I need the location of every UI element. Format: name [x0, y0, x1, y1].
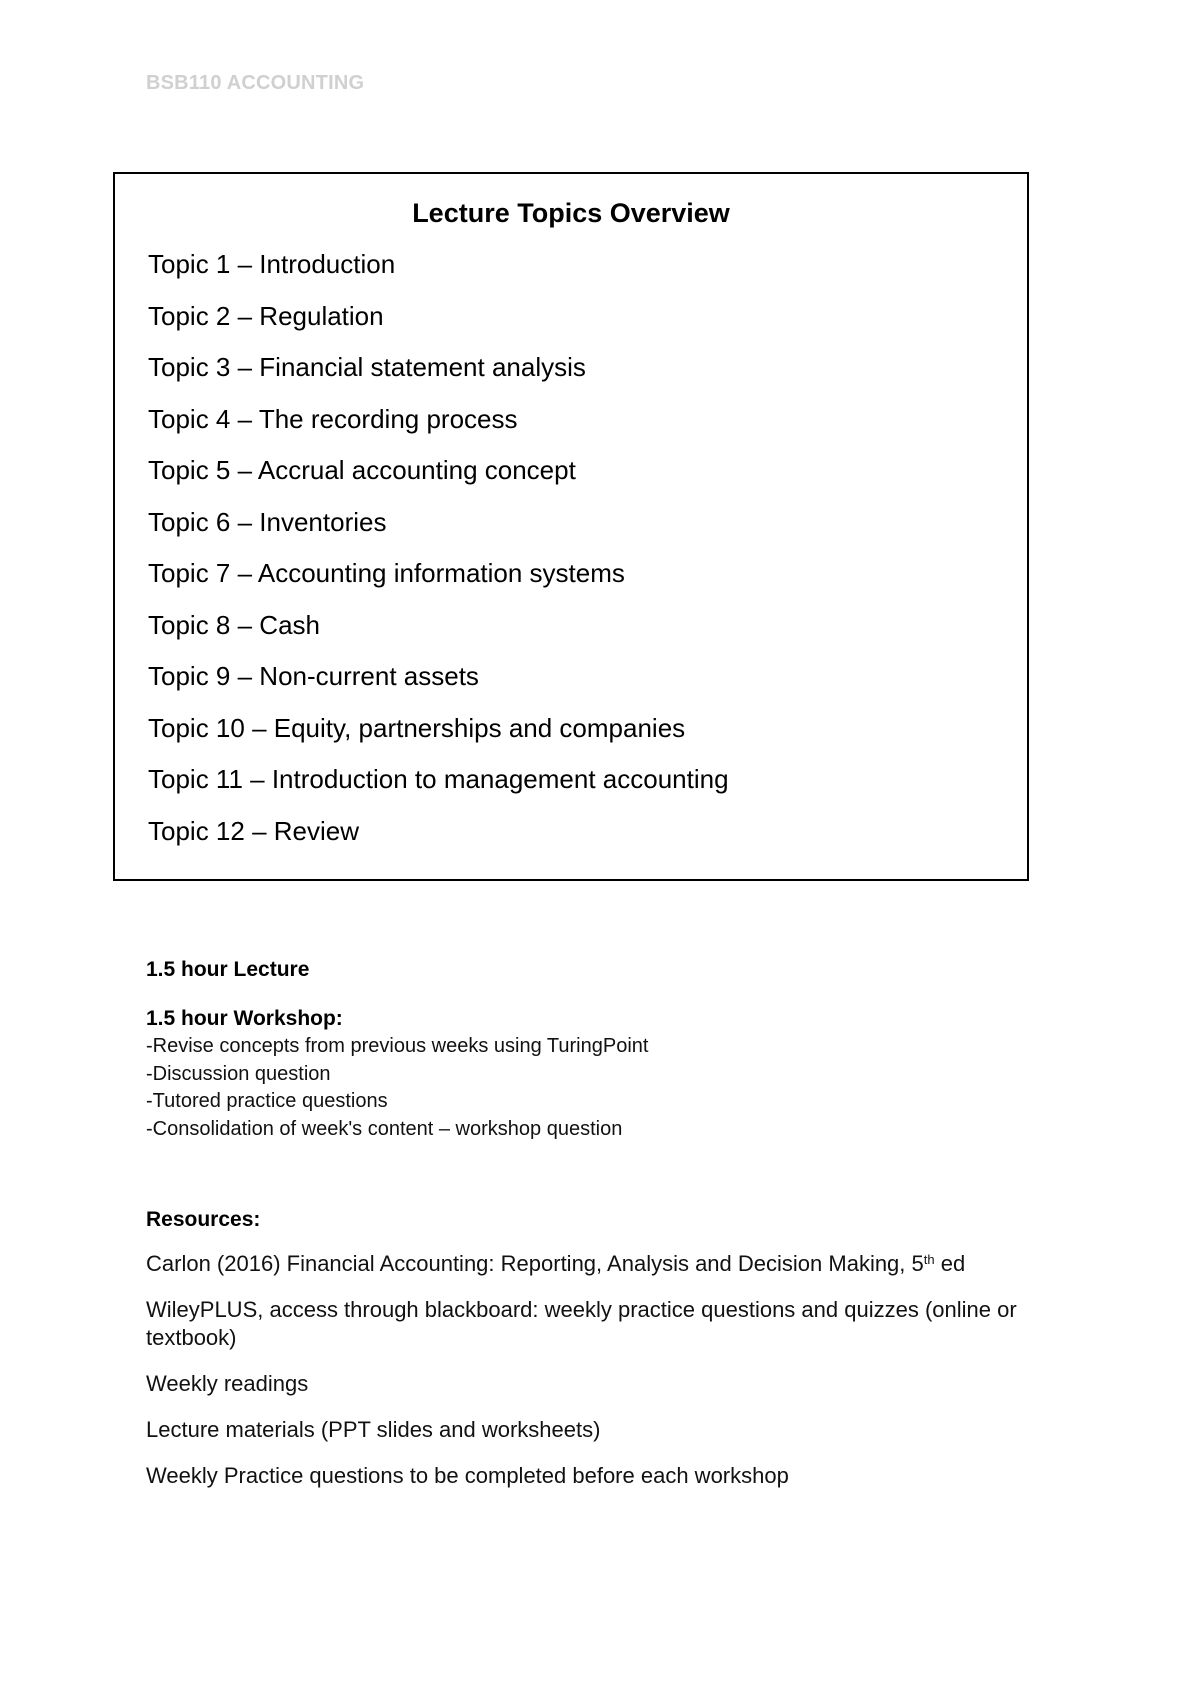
resource-practice: Weekly Practice questions to be completed before each workshop — [146, 1463, 789, 1488]
lecture-duration: 1.5 hour Lecture — [146, 958, 310, 981]
resources-section — [146, 1208, 1076, 1508]
topic-item: Topic 4 – The recording process — [148, 403, 518, 434]
textbook-edition-superscript: th — [923, 1252, 935, 1267]
topic-item: Topic 9 – Non-current assets — [148, 661, 479, 691]
topics-list — [148, 249, 729, 867]
resource-readings: Weekly readings — [146, 1371, 309, 1396]
resource-textbook — [146, 1250, 1076, 1278]
resource-wileyplus: WileyPLUS, access through blackboard: weekly practice questions and quizzes (online or textbook) — [146, 1297, 1017, 1350]
workshop-item: -Consolidation of week's content – workshop question — [146, 1117, 623, 1140]
topic-item: Topic 12 – Review — [148, 815, 359, 846]
workshop-item: -Tutored practice questions — [146, 1090, 388, 1112]
workshop-section — [146, 1005, 648, 1143]
topic-item: Topic 10 – Equity, partnerships and companies — [148, 712, 686, 743]
topics-title: Lecture Topics Overview — [412, 198, 730, 228]
workshop-list — [146, 1033, 648, 1143]
topic-item: Topic 11 – Introduction to management accounting — [148, 764, 729, 794]
workshop-item: -Revise concepts from previous weeks using TuringPoint — [146, 1035, 649, 1057]
resource-materials: Lecture materials (PPT slides and worksheets) — [146, 1417, 601, 1442]
topic-item: Topic 3 – Financial statement analysis — [148, 352, 586, 382]
lecture-topics-box — [113, 172, 1029, 881]
textbook-text: Carlon (2016) Financial Accounting: Reporting, Analysis and Decision Making, 5 — [146, 1251, 924, 1276]
topic-item: Topic 6 – Inventories — [148, 506, 387, 537]
workshop-item: -Discussion question — [146, 1062, 331, 1085]
topic-item: Topic 2 – Regulation — [148, 300, 384, 331]
workshop-label: 1.5 hour Workshop: — [146, 1007, 343, 1030]
topic-item: Topic 7 – Accounting information systems — [148, 558, 625, 588]
topic-item: Topic 8 – Cash — [148, 609, 320, 640]
topic-item: Topic 1 – Introduction — [148, 249, 396, 279]
resources-label: Resources: — [146, 1208, 261, 1231]
textbook-edition-suffix: ed — [934, 1251, 966, 1276]
course-header: BSB110 ACCOUNTING — [146, 72, 365, 94]
topic-item: Topic 5 – Accrual accounting concept — [148, 455, 576, 485]
